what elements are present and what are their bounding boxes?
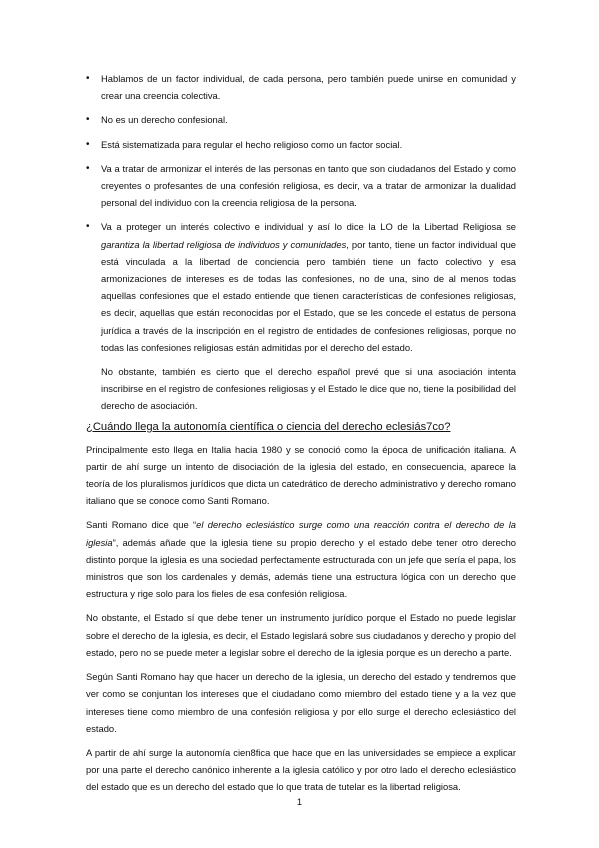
- page-number: 1: [296, 796, 303, 807]
- paragraph: No obstante, el Estado sí que debe tener un instrumento jurídico porque el Estado no puede legislar sobre el derecho de la iglesia, es decir, el Estado legislará sobre sus ciudadanos y derecho y propio del estado, pero no se puede meter a legislar sobre el derecho de la iglesia porque es un derecho a parte.: [86, 612, 516, 658]
- bullet-item: • Hablamos de un factor individual, de cada persona, pero también puede unirse en comunidad y crear una creencia colectiva.: [86, 70, 516, 104]
- paragraph: Según Santi Romano hay que hacer un derecho de la iglesia, un derecho del estado y tendremos que ver como se conjuntan los intereses que el ciudadano como miembro del estado tiene y a la vez que intereses tiene como miembro de una confesión religiosa y por ello surge el derecho eclesiástico del estado.: [86, 671, 516, 734]
- bullet-italic-text: garantiza la libertad religiosa de individuos y comunidades: [101, 238, 347, 250]
- paragraph-text: Santi Romano dice que “: [86, 519, 197, 531]
- bullet-item: [86, 218, 516, 356]
- section-heading: ¿Cuándo llega la autonomía científica o ciencia del derecho eclesiás7co?: [86, 420, 451, 433]
- paragraph: Principalmente esto llega en Italia hacia 1980 y se conoció como la época de unificación italiana. A partir de ahí surge un intento de disociación de la iglesia del estado, en consecuencia, aparece la teoría de los pluralismos jurídicos que dicta un catedrático de derecho administrativo y derecho romano italiano que se conoce como Santi Romano.: [86, 443, 516, 507]
- document-page: [86, 70, 516, 803]
- paragraph-italic-text: el derecho eclesiástico surge como una reacción contra el derecho de la iglesia: [86, 519, 516, 548]
- bullet-list: [86, 70, 516, 356]
- paragraph: A partir de ahí surge la autonomía cien8fica que hace que en las universidades se empiece a explicar por una parte el derecho canónico inherente a la iglesia católico y por otro lado el derecho eclesiástico del estado que es un derecho del estado que lo que trata de tutelar es la libertad religiosa.: [86, 746, 516, 793]
- bullet-item: • Va a tratar de armonizar el interés de las personas en tanto que son ciudadanos del Estado y como creyentes o profesantes de una confesión religiosa, es decir, va a tratar de armonizar la dualidad personal del individuo con la creencia religiosa de la persona.: [86, 160, 516, 212]
- bullet-text: , por tanto, tiene un factor individual que está vinculada a la libertad de conciencia pero también tiene un facto colectivo y esa armonizaciones de intereses es de todas las confesiones, no de una, sino de al menos todas aquellas confesiones que el estado entiende que tienen características de confesiones religiosas, es decir, aquellas que están reconocidas por el Estado, que se les concede el estatus de persona jurídica a través de la inscripción en el registro de entidades de confesiones religiosas, porque no todas las confesiones religiosas están admitidas por el derecho del estado.: [101, 238, 516, 353]
- bullet-item: • Está sistematizada para regular el hecho religioso como un factor social.: [86, 136, 516, 153]
- paragraph: [86, 516, 516, 602]
- bullet-item: • No es un derecho confesional.: [86, 111, 516, 128]
- paragraph-text: ”, además añade que la iglesia tiene su propio derecho y el estado debe tener otro derecho distinto porque la iglesia es una sociedad perfectamente estructurada con un jefe que sería el papa, los ministros que son los cardenales y demás, además tiene una estructura lógica con un derecho que estructura y rige solo para los fieles de esa confesión religiosa.: [86, 536, 516, 600]
- bullet-text: Va a proteger un interés colectivo e individual y así lo dice la LO de la Libertad Religiosa se: [101, 221, 516, 233]
- indented-paragraph: No obstante, también es cierto que el derecho español prevé que si una asociación intenta inscribirse en el registro de confesiones religiosas y el Estado le dice que no, tiene la posibilidad del derecho de asociación.: [101, 366, 516, 412]
